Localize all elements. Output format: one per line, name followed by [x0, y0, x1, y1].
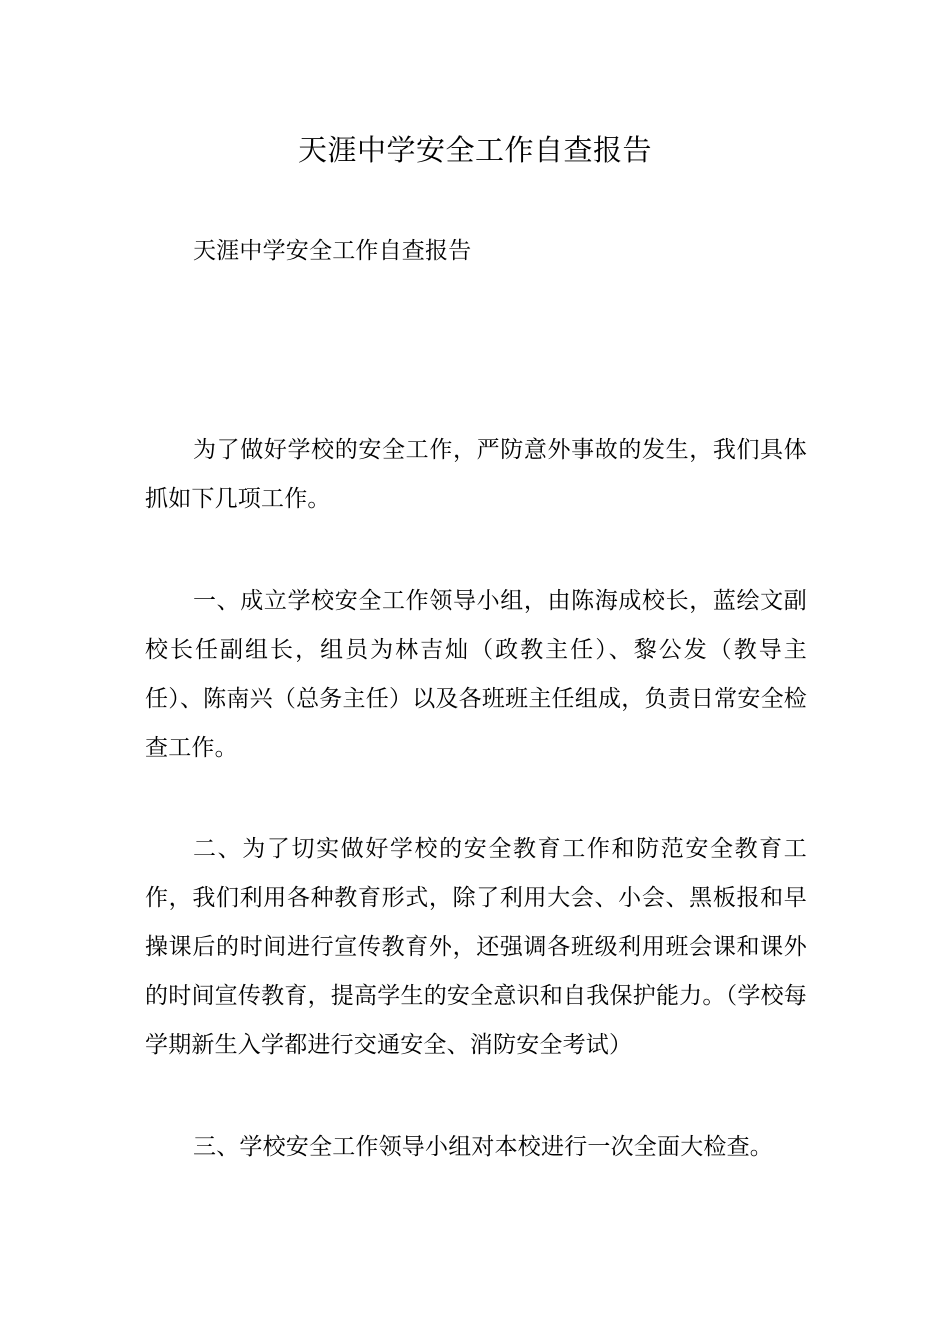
paragraph-section-two: 二、为了切实做好学校的安全教育工作和防范安全教育工作，我们利用各种教育形式，除了利用大会、小会、黑板报和早操课后的时间进行宣传教育外，还强调各班级利用班会课和课外的时间宣传教育，提高学生的安全意识和自我保护能力。（学校每学期新生入学都进行交通安全、消防安全考试） [145, 836, 807, 1058]
document-subtitle: 天涯中学安全工作自查报告 [193, 238, 472, 264]
paragraph-intro: 为了做好学校的安全工作，严防意外事故的发生，我们具体抓如下几项工作。 [145, 437, 807, 512]
paragraph-section-one: 一、成立学校安全工作领导小组，由陈海成校长，蓝绘文副校长任副组长，组员为林吉灿（政教主任）、黎公发（教导主任）、陈南兴（总务主任）以及各班班主任组成，负责日常安全检查工作。 [145, 588, 807, 761]
document-title: 天涯中学安全工作自查报告 [297, 133, 652, 167]
paragraph-section-three: 三、学校安全工作领导小组对本校进行一次全面大检查。 [193, 1134, 773, 1160]
